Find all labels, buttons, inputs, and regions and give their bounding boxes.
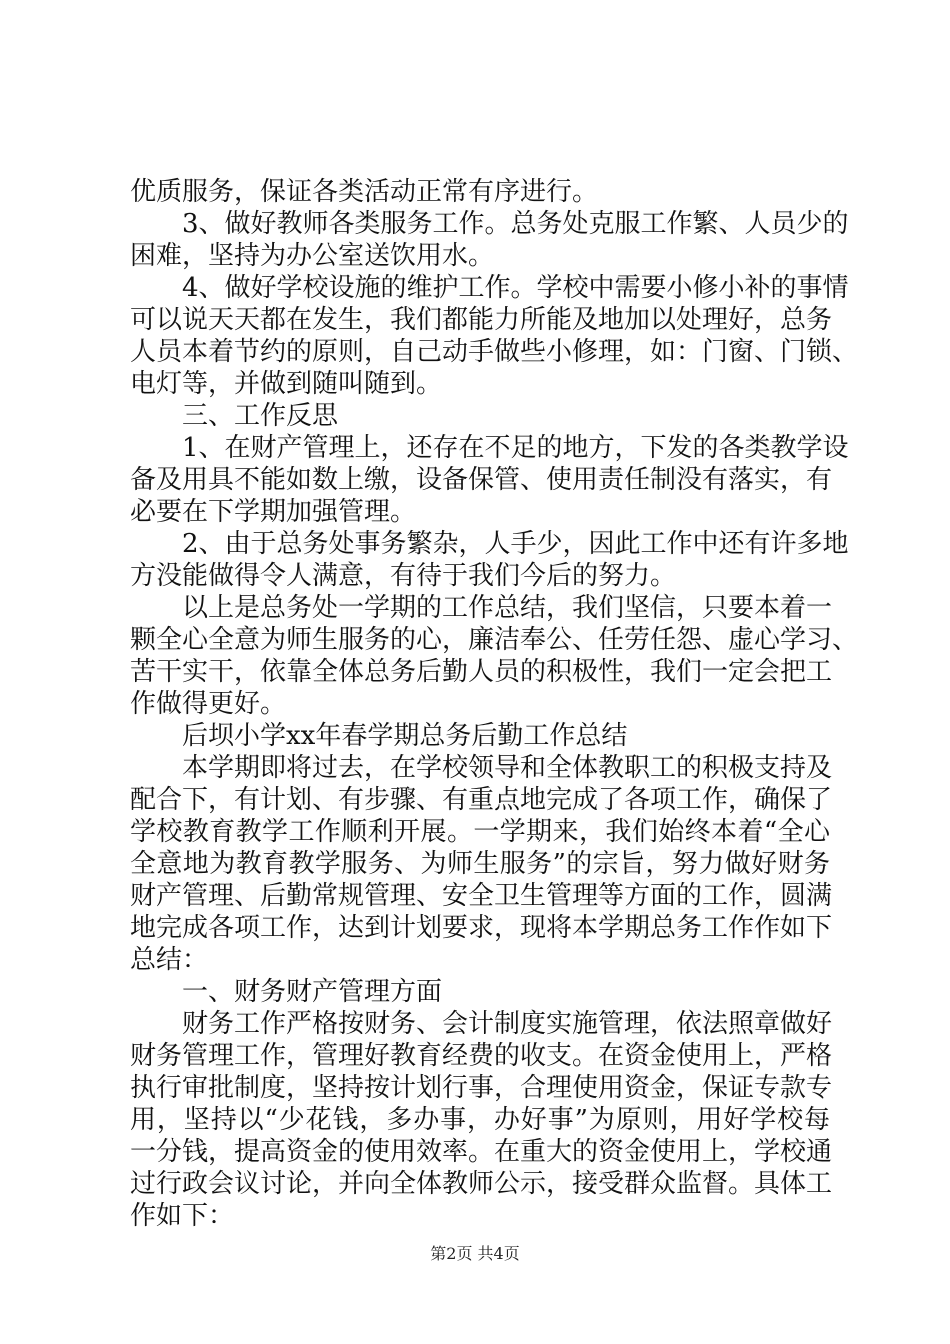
- text-line: 1、在财产管理上，还存在不足的地方，下发的各类教学设: [130, 433, 849, 463]
- text-line: 总结：: [130, 945, 209, 975]
- text-line: 方没能做得令人满意，有待于我们今后的努力。: [130, 561, 677, 591]
- text-line: 全意地为教育教学服务、为师生服务”的宗旨，努力做好财务: [130, 849, 830, 879]
- text-line: 必要在下学期加强管理。: [130, 497, 417, 527]
- page-number-footer: 第2页 共4页: [430, 1244, 520, 1263]
- section-heading: 一、财务财产管理方面: [130, 977, 443, 1007]
- text-line: 地完成各项工作，达到计划要求，现将本学期总务工作作如下: [130, 913, 833, 943]
- text-line: 2、由于总务处事务繁杂，人手少，因此工作中还有许多地: [130, 529, 849, 559]
- text-line: 困难，坚持为办公室送饮用水。: [130, 241, 495, 271]
- text-line: 用，坚持以“少花钱，多办事，办好事”为原则，用好学校每: [130, 1105, 830, 1135]
- text-line: 可以说天天都在发生，我们都能力所能及地加以处理好，总务: [130, 305, 833, 335]
- text-line: 备及用具不能如数上缴，设备保管、使用责任制没有落实，有: [130, 465, 833, 495]
- text-line: 颗全心全意为师生服务的心，廉洁奉公、任劳任怨、虚心学习、: [130, 625, 859, 655]
- text-line: 优质服务，保证各类活动正常有序进行。: [130, 177, 599, 207]
- section-heading: 三、工作反思: [130, 401, 339, 431]
- text-line: 配合下，有计划、有步骤、有重点地完成了各项工作，确保了: [130, 785, 833, 815]
- text-line: 财务工作严格按财务、会计制度实施管理，依法照章做好: [130, 1009, 833, 1039]
- text-line: 苦干实干，依靠全体总务后勤人员的积极性，我们一定会把工: [130, 657, 833, 687]
- text-line: 3、做好教师各类服务工作。总务处克服工作繁、人员少的: [130, 209, 849, 239]
- text-line: 学校教育教学工作顺利开展。一学期来，我们始终本着“全心: [130, 817, 830, 847]
- text-line: 一分钱，提高资金的使用效率。在重大的资金使用上，学校通: [130, 1137, 833, 1167]
- text-line: 人员本着节约的原则，自己动手做些小修理，如：门窗、门锁、: [130, 337, 859, 367]
- text-line: 作如下：: [130, 1201, 235, 1231]
- text-line: 本学期即将过去，在学校领导和全体教职工的积极支持及: [130, 753, 833, 783]
- text-line: 财产管理、后勤常规管理、安全卫生管理等方面的工作，圆满: [130, 881, 833, 911]
- text-line: 以上是总务处一学期的工作总结，我们坚信，只要本着一: [130, 593, 833, 623]
- text-line: 过行政会议讨论，并向全体教师公示，接受群众监督。具体工: [130, 1169, 833, 1199]
- text-line: 4、做好学校设施的维护工作。学校中需要小修小补的事情: [130, 273, 849, 303]
- text-line: 执行审批制度，坚持按计划行事，合理使用资金，保证专款专: [130, 1073, 833, 1103]
- text-line: 作做得更好。: [130, 689, 287, 719]
- section-title: 后坝小学xx年春学期总务后勤工作总结: [130, 721, 628, 751]
- text-line: 财务管理工作，管理好教育经费的收支。在资金使用上，严格: [130, 1041, 833, 1071]
- text-line: 电灯等，并做到随叫随到。: [130, 369, 443, 399]
